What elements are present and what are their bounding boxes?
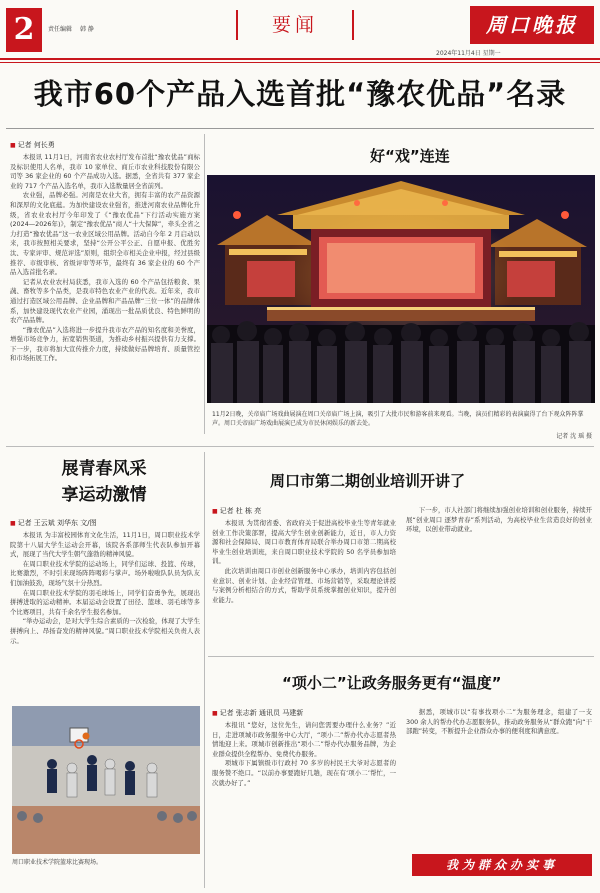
ball-icon <box>83 733 90 740</box>
night-stage-illustration <box>207 175 595 403</box>
lead-paragraph: 记者从农业农村局获悉，我市入选的 60 个产品包括粮食、果蔬、畜牧等多个品类，是我市特色农业产业的代表。近年来，我市通过打造区域公用品牌、企业品牌和产品品牌“三位一体”的品牌体系，加快建设现代农业产业园，涌现出一批品质优良、特色鲜明的农产品品牌。 <box>10 277 200 325</box>
column-divider <box>204 134 205 434</box>
masthead-rule-thin <box>0 62 600 63</box>
opera-stage-photo <box>207 175 595 403</box>
training-paragraph: 本报讯 为贯彻省委、省政府关于促进高校毕业生等青年就业创业工作决策部署，提高大学生创业创新能力，近日，市人力资源和社会保障局、周口市教育体育局联合举办周口市第二期高校毕业生创业培训班，来自周口职业技术学院的 50 名学员参加培训。 <box>212 519 396 566</box>
page-number: 2 <box>6 8 42 52</box>
feature-photo-credit: 记者 沈 瑶 摄 <box>556 433 592 440</box>
service-slogan-banner: 我为群众办实事 <box>412 854 592 876</box>
service-byline: ■ 记者 张志新 通讯员 马建新 <box>212 708 303 718</box>
section-divider <box>208 656 594 657</box>
basketball-game-illustration <box>12 706 200 854</box>
training-byline: ■ 记者 杜 栋 亮 <box>212 506 261 516</box>
training-body-col2 <box>406 506 592 646</box>
sport-title <box>6 456 202 508</box>
lead-article-body <box>10 153 200 425</box>
section-title: 要闻 <box>236 10 354 40</box>
service-paragraph: 据悉，项城市以“有事找项小二”为服务理念，组建了一支 300 余人的帮办代办志愿服务队，推动政务服务从“群众跑”向“干部跑”转变，不断提升企业群众办事的便利度和满意度。 <box>406 708 592 736</box>
training-paragraph: 此次培训由周口市创业创新服务中心承办，培训内容包括创业意识、创业计划、企业经营管理、市场营销等，采取理论讲授与案例分析相结合的方式，帮助学员系统掌握创业知识，提升创业能力。 <box>212 566 396 604</box>
lead-headline: 我市60个产品入选首批“豫农优品”名录 <box>33 77 567 111</box>
sport-paragraph: 在周口职业技术学院的运动场上，同学们运球、投篮、传球，比赛激烈，不时引来现场阵阵喝彩与掌声。场外啦啦队队员为队友们加油鼓劲，现场气氛十分热烈。 <box>10 559 200 587</box>
sport-paragraph: 在周口职业技术学院的羽毛球场上，同学们奋勇争先，展现出拼搏进取的运动精神。本届运动会设置了田径、篮球、羽毛球等多个比赛项目，共有千余名学生报名参加。 <box>10 588 200 616</box>
training-paragraph: 下一步，市人社部门将继续加强创业培训和创业服务，持续开展“创业周口 逐梦青春”系列活动，为高校毕业生营造良好的创业环境，以创业带动就业。 <box>406 506 592 534</box>
service-paragraph: 本报讯 “您好，这位先生，请问您需要办理什么业务？”近日，走进项城市政务服务中心大厅，“项小二”帮办代办志愿者热情地迎上来。项城市创新推出“项小二”帮办代办服务品牌，为企业群众提供全程帮办、免费代办服务。 <box>212 721 396 758</box>
service-paragraph: 项城市下属镇级市行政村 70 多岁的村民王大爷对志愿者的服务赞不绝口。“以前办事要跑好几趟，现在有‘项小二’帮忙，一次就办好了。” <box>212 759 396 787</box>
masthead-rule <box>0 58 600 60</box>
sport-paragraph: “举办运动会，是对大学生综合素质的一次检验，体现了大学生拼搏向上、昂扬奋发的精神风貌。”周口职业技术学院相关负责人表示。 <box>10 617 200 645</box>
basketball-photo <box>12 706 200 854</box>
lead-paragraph: 农业强，品牌必强。河南是农业大省，拥有丰富的农产品资源和深厚的文化底蕴。为加快建设农业强省，推进河南农业品牌化升级，省农业农村厅今年印发了《“豫农优品”下行活动实施方案(2024—2026年)》，制定“豫农优品”商人“十大保障”，牵头全省之力打造“豫农优品”这一农业区域公用品牌。活动自今年 2 月启动以来，我市按照相关要求，坚持“公开公平公正、自愿申报、优胜劣汰、专家评审、规范评选”原则，组织全市相关企业申报，经过县级推荐、市级审核、省级评审等环节，最终有 36 家企业的 60 个产品入选首批名录。 <box>10 191 200 277</box>
lead-paragraph: 本报讯 11月1日，河南省农业农村厅发布首批“豫农优品”商标及标识使用人名单，我市 10 家单位、商丘市农业科技股份有限公司等 36 家企业的 60 个产品成功入选。据悉，全省共有 377 家企业的 717 个产品入选名单，我市入选数量居全省前列。 <box>10 153 200 190</box>
headline-divider <box>6 128 594 129</box>
sport-title-line1: 展青春风采 <box>61 459 147 479</box>
sport-article-body <box>10 531 200 701</box>
feature-title: 好“戏”连连 <box>370 147 450 165</box>
lead-byline: ■ 记者 何长勇 <box>10 140 55 150</box>
editor-label: 责任编辑 <box>48 26 73 33</box>
issue-date: 2024年11月4日 星期一 <box>436 50 501 57</box>
sport-byline: ■ 记者 王云斌 刘华东 文/图 <box>10 518 97 528</box>
sport-photo-caption: 周口职业技术学院篮球比赛现场。 <box>12 859 103 866</box>
feature-photo-caption: 11月2日晚，关帝庙广场戏曲展演在周口关帝庙广场上演，吸引了大批市民和游客前来观看。当晚，演员们精彩的表演赢得了台下观众阵阵掌声。周口关帝庙广场戏曲展演已成为市民休闲娱乐的新去处。 <box>212 411 584 427</box>
sport-paragraph: 本报讯 为丰富校园体育文化生活，11月1日，周口职业技术学院第十八届大学生运动会开幕，该院各系部师生代表队参加开幕式，展现了当代大学生朝气蓬勃的精神风貌。 <box>10 531 200 559</box>
editor-credits <box>48 24 100 33</box>
service-body-col2 <box>406 708 592 848</box>
sport-title-line2: 享运动激情 <box>61 485 147 505</box>
editor-name: 韩 静 <box>79 26 94 33</box>
service-title: “项小二”让政务服务更有“温度” <box>282 674 502 692</box>
training-title: 周口市第二期创业培训开讲了 <box>270 472 466 490</box>
service-body-col1 <box>212 721 396 885</box>
newspaper-logo: 周口晚报 <box>470 6 594 44</box>
column-divider <box>204 452 205 888</box>
section-divider <box>6 446 594 447</box>
training-body-col1 <box>212 519 396 647</box>
lead-paragraph: “豫农优品”入选将进一步提升我市农产品的知名度和美誉度，增强市场竞争力，拓宽销售渠道，为推动乡村振兴提供有力支撑。下一步，我市将加大宣传推介力度，持续做好品牌培育、质量管控和市场拓展工作。 <box>10 325 200 363</box>
